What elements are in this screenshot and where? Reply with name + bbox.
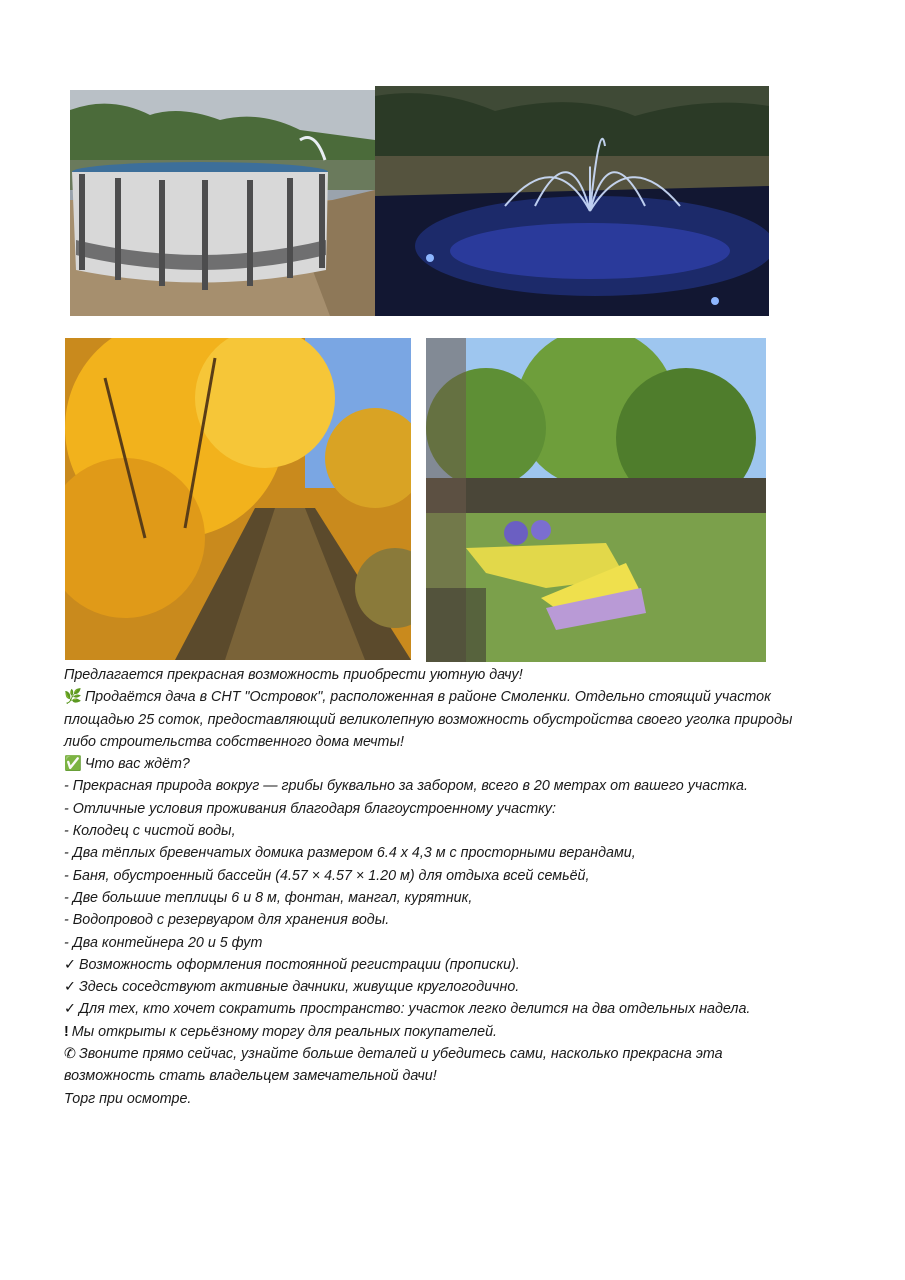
sprout-icon: 🌿: [64, 689, 82, 706]
line-divisible: ✓ Для тех, кто хочет сократить пространство: участок легко делится на два отдельных надела.: [64, 998, 804, 1020]
line-bath-pool: - Баня, обустроенный бассейн (4.57 × 4.57 × 1.20 м) для отдыха всей семьёй,: [64, 867, 590, 884]
line-sale: 🌿 Продаётся дача в СНТ "Островок", расположенная в районе Смоленки. Отдельно стоящий участок площадью 25 соток, предоставляющий великолепную возможность обустройства своего уголка природы либо строительства собственного дома мечты!: [64, 686, 804, 753]
line-neighbors: ✓ Здесь соседствуют активные дачники, живущие круглогодично.: [64, 976, 804, 998]
exclamation-icon: !: [64, 1023, 69, 1040]
checkmark-icon: ✓: [64, 979, 76, 996]
line-water: - Водопровод с резервуаром для хранения воды.: [64, 912, 390, 929]
check-icon: ✅: [64, 756, 82, 773]
line-what-awaits: ✅ Что вас ждёт?: [64, 753, 804, 775]
autumn-path-photo: [65, 338, 411, 660]
pool-photo: [70, 90, 375, 316]
fountain-photo: [375, 86, 769, 316]
line-containers: - Два контейнера 20 и 5 фут: [64, 934, 263, 951]
line-houses: - Два тёплых бревенчатых домика размером 6.4 х 4,3 м с просторными верандами,: [64, 845, 636, 862]
checkmark-icon: ✓: [64, 956, 76, 973]
line-well: - Колодец с чистой воды,: [64, 823, 236, 840]
checkmark-icon: ✓: [64, 1001, 76, 1018]
line-call: ✆ Звоните прямо сейчас, узнайте больше деталей и убедитесь сами, насколько прекрасна эта возможность стать владельцем замечательной дачи!: [64, 1043, 804, 1088]
line-nature: - Прекрасная природа вокруг — грибы буквально за забором, всего в 20 метрах от вашего участка.: [64, 778, 748, 795]
line-greenhouses: - Две большие теплицы 6 и 8 м, фонтан, мангал, курятник,: [64, 889, 473, 906]
line-bargain-viewing: Торг при осмотре.: [64, 1090, 192, 1107]
line-registration: ✓ Возможность оформления постоянной регистрации (прописки).: [64, 954, 804, 976]
line-intro: Предлагается прекрасная возможность приобрести уютную дачу!: [64, 667, 523, 683]
line-bargain: ! Мы открыты к серьёзному торгу для реальных покупателей.: [64, 1021, 804, 1043]
line-conditions: - Отличные условия проживания благодаря благоустроенному участку:: [64, 800, 556, 817]
phone-icon: ✆: [64, 1046, 76, 1063]
garden-flowerbed-photo: [426, 338, 766, 662]
description-text: [64, 664, 804, 1110]
